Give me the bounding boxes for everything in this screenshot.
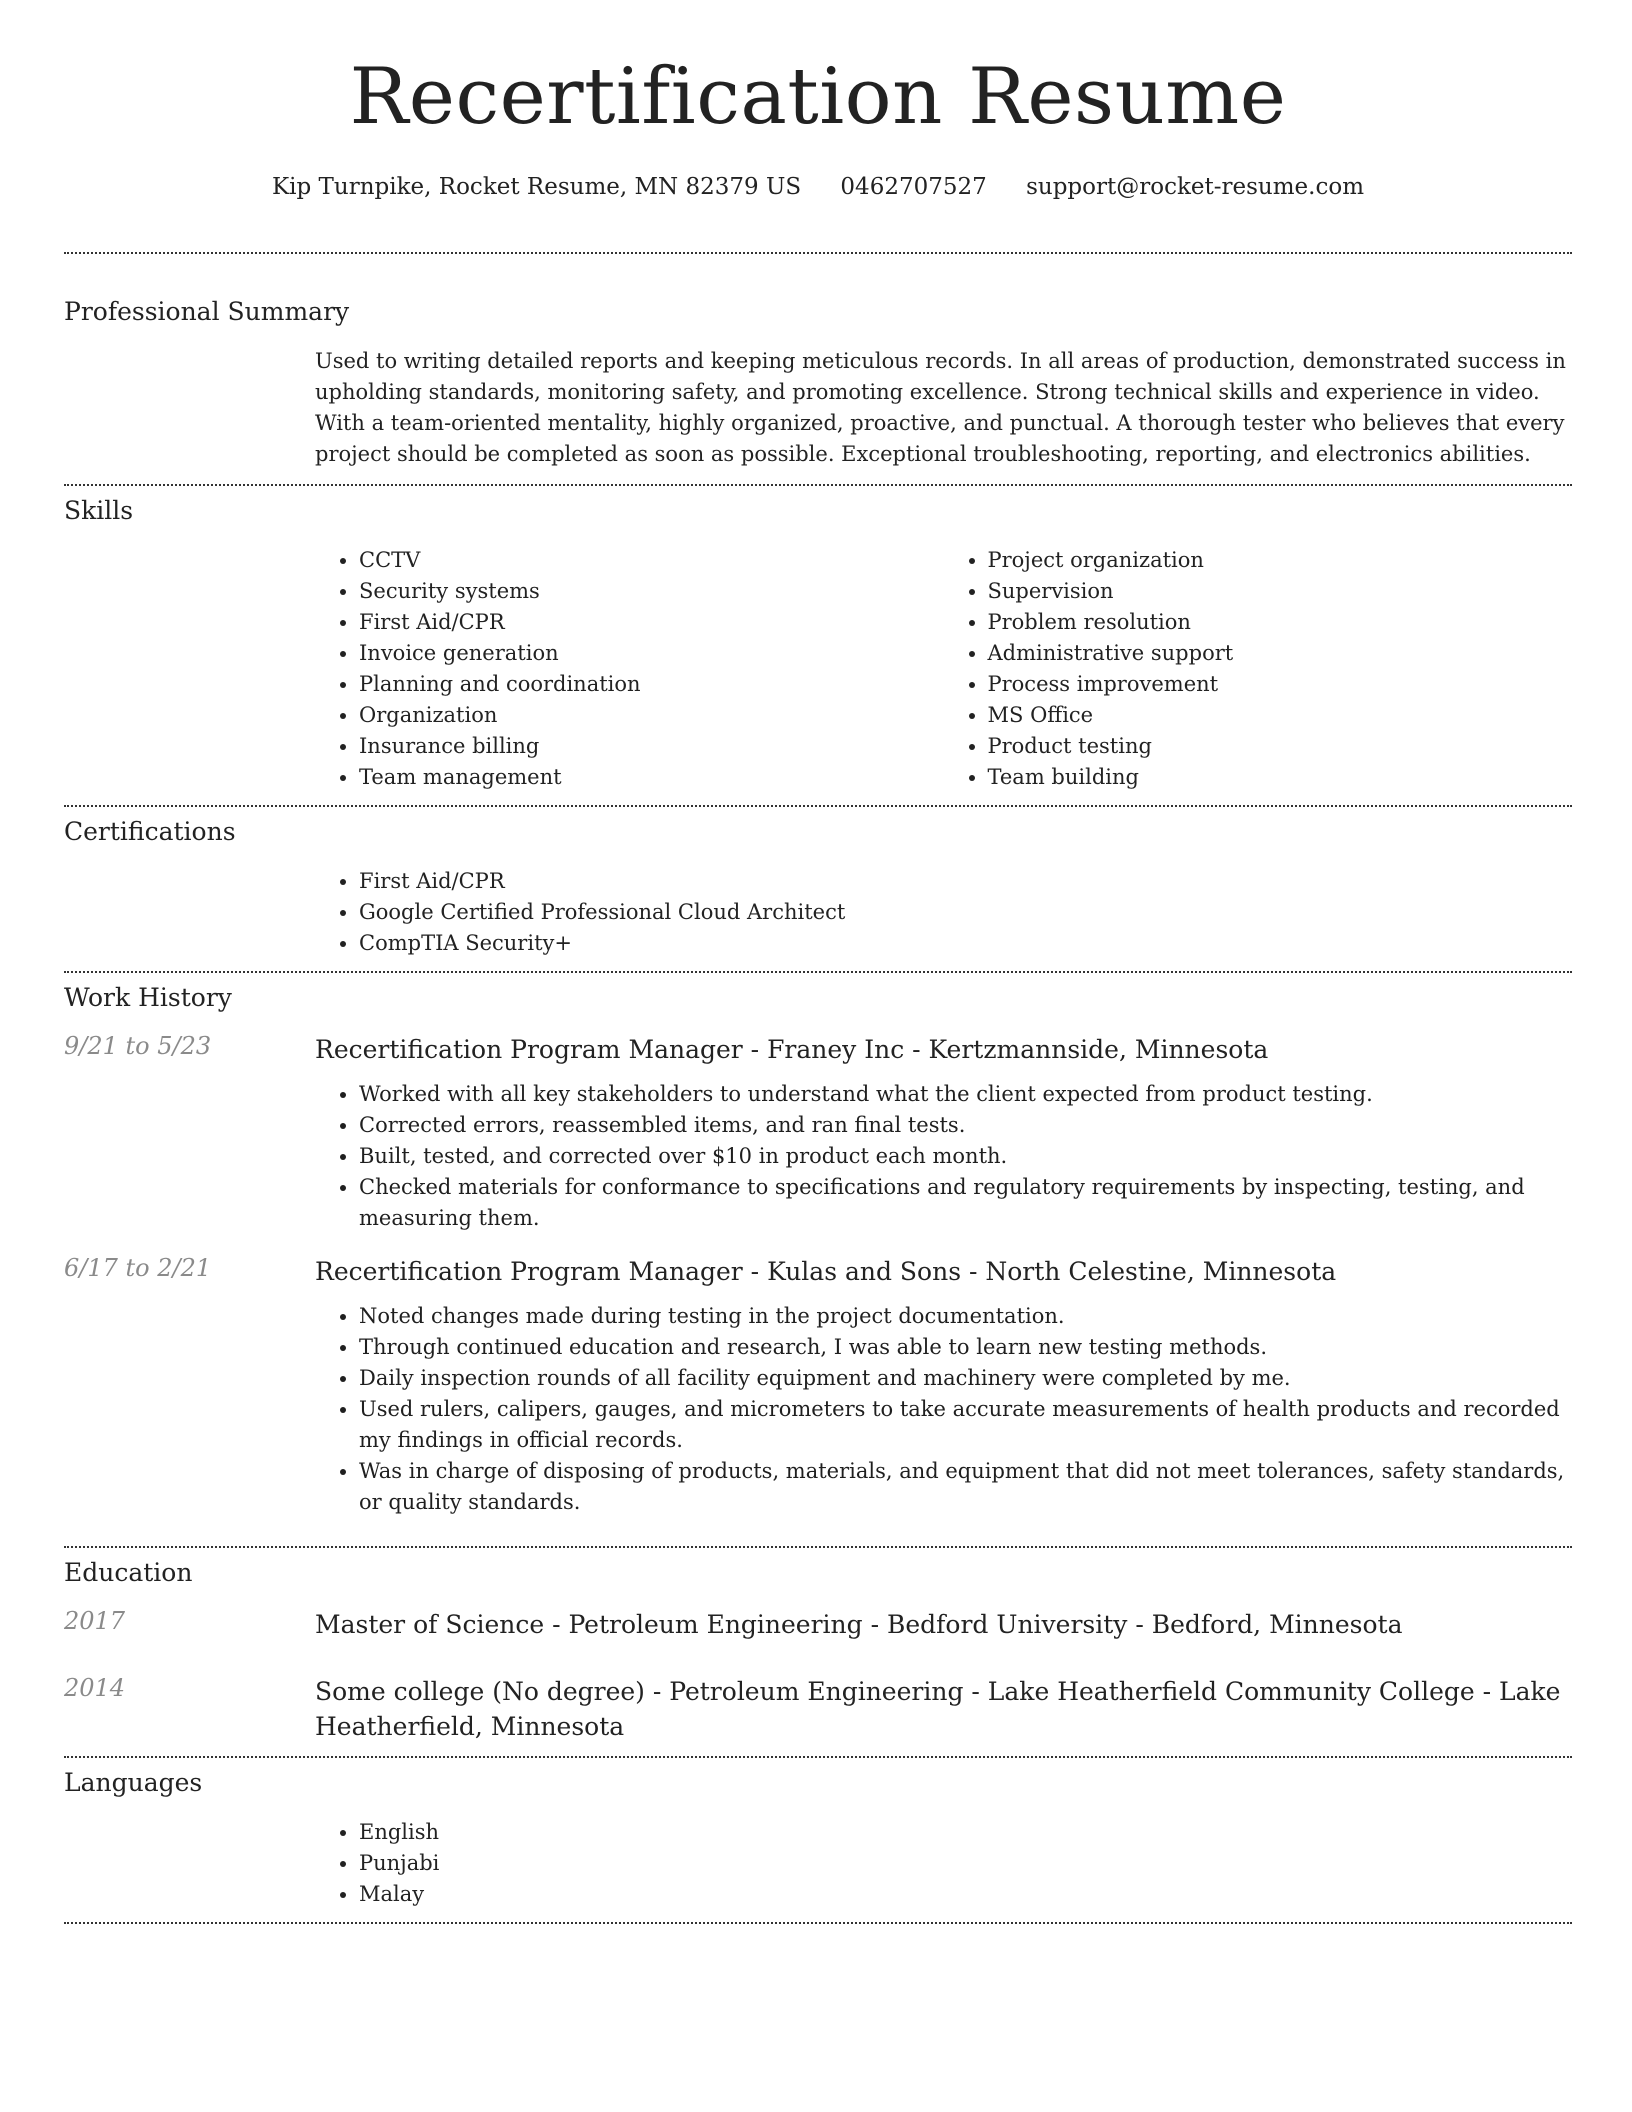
job-bullet: • Daily inspection rounds of all facility equipment and machinery were completed by me. (359, 1363, 1572, 1394)
resume-page (64, 0, 1572, 1924)
skill-item: • Invoice generation (359, 638, 944, 669)
languages-section (64, 1758, 1572, 1922)
skill-item: • Supervision (988, 576, 1573, 607)
job-bullet: • Corrected errors, reassembled items, and ran final tests. (359, 1110, 1572, 1141)
skill-item: • First Aid/CPR (359, 607, 944, 638)
contact-phone: 0462707527 (840, 174, 987, 200)
skills-columns (315, 545, 1572, 805)
skill-item: • Organization (359, 700, 944, 731)
skill-item: • Product testing (988, 731, 1573, 762)
section-title: Education (64, 1558, 193, 1587)
summary-section (64, 254, 1572, 484)
language-item: • Malay (359, 1879, 1572, 1910)
certification-item: • CompTIA Security+ (359, 928, 1572, 959)
languages-list (315, 1817, 1572, 1910)
job-body (315, 1254, 1572, 1518)
job-entry (64, 1254, 1572, 1518)
job-dates: 9/21 to 5/23 (64, 1032, 212, 1060)
section-title: Skills (64, 496, 134, 525)
job-bullet: • Used rulers, calipers, gauges, and micrometers to take accurate measurements of health products and recorded my findings in official records. (359, 1394, 1572, 1456)
skill-item: • Insurance billing (359, 731, 944, 762)
section-title: Certifications (64, 817, 236, 846)
skill-item: • Team building (988, 762, 1573, 793)
skills-section (64, 486, 1572, 805)
skill-item: • Security systems (359, 576, 944, 607)
jobs-list (64, 1032, 1572, 1546)
summary-text: Used to writing detailed reports and keeping meticulous records. In all areas of production, demonstrated success in upholding standards, monitoring safety, and promoting excellence. Strong technical skills and experience in video. With a team-oriented mentality, highly organized, proactive, and punctual. A thorough tester who believes that every project should be completed as soon as possible. Exceptional troubleshooting, reporting, and electronics abilities. (315, 349, 1566, 466)
certification-item: • First Aid/CPR (359, 866, 1572, 897)
section-title: Work History (64, 983, 232, 1012)
skill-item: • Project organization (988, 545, 1573, 576)
work-section (64, 973, 1572, 1546)
job-dates: 6/17 to 2/21 (64, 1254, 212, 1282)
section-title: Professional Summary (64, 297, 350, 326)
skills-list-left (315, 545, 944, 793)
education-entry (64, 1607, 1572, 1642)
job-bullets (315, 1079, 1572, 1234)
skill-item: • Process improvement (988, 669, 1573, 700)
contact-address: Kip Turnpike, Rocket Resume, MN 82379 US (271, 174, 802, 200)
job-entry (64, 1032, 1572, 1234)
section-title: Languages (64, 1768, 203, 1797)
education-entry (64, 1674, 1572, 1744)
job-bullets (315, 1301, 1572, 1518)
certifications-section (64, 807, 1572, 971)
education-list (64, 1607, 1572, 1756)
skill-item: • MS Office (988, 700, 1573, 731)
skill-item: • Problem resolution (988, 607, 1573, 638)
skill-item: • Planning and coordination (359, 669, 944, 700)
job-bullet: • Checked materials for conformance to specifications and regulatory requirements by inspecting, testing, and measuring them. (359, 1172, 1572, 1234)
skill-item: • Team management (359, 762, 944, 793)
job-body (315, 1032, 1572, 1234)
job-bullet: • Worked with all key stakeholders to understand what the client expected from product testing. (359, 1079, 1572, 1110)
education-year: 2014 (64, 1674, 126, 1702)
education-heading: Some college (No degree) - Petroleum Engineering - Lake Heatherfield Community College - Lake Heatherfield, Minnesota (315, 1677, 1561, 1741)
education-year: 2017 (64, 1607, 126, 1635)
job-bullet: • Through continued education and research, I was able to learn new testing methods. (359, 1332, 1572, 1363)
job-bullet: • Built, tested, and corrected over $10 in product each month. (359, 1141, 1572, 1172)
language-item: • English (359, 1817, 1572, 1848)
education-heading: Master of Science - Petroleum Engineering - Bedford University - Bedford, Minnesota (315, 1610, 1403, 1639)
skill-item: • CCTV (359, 545, 944, 576)
contact-email: support@rocket-resume.com (1026, 174, 1365, 200)
language-item: • Punjabi (359, 1848, 1572, 1879)
job-bullet: • Was in charge of disposing of products, materials, and equipment that did not meet tolerances, safety standards, or quality standards. (359, 1456, 1572, 1518)
job-bullet: • Noted changes made during testing in the project documentation. (359, 1301, 1572, 1332)
divider (64, 1922, 1572, 1924)
certification-item: • Google Certified Professional Cloud Architect (359, 897, 1572, 928)
skill-item: • Administrative support (988, 638, 1573, 669)
skills-list-right (944, 545, 1573, 793)
education-section (64, 1548, 1572, 1756)
job-heading: Recertification Program Manager - Franey Inc - Kertzmannside, Minnesota (315, 1035, 1269, 1064)
resume-title: Recertification Resume (349, 52, 1287, 142)
job-heading: Recertification Program Manager - Kulas and Sons - North Celestine, Minnesota (315, 1257, 1337, 1286)
certifications-list (315, 866, 1572, 959)
contact-line (64, 174, 1572, 212)
